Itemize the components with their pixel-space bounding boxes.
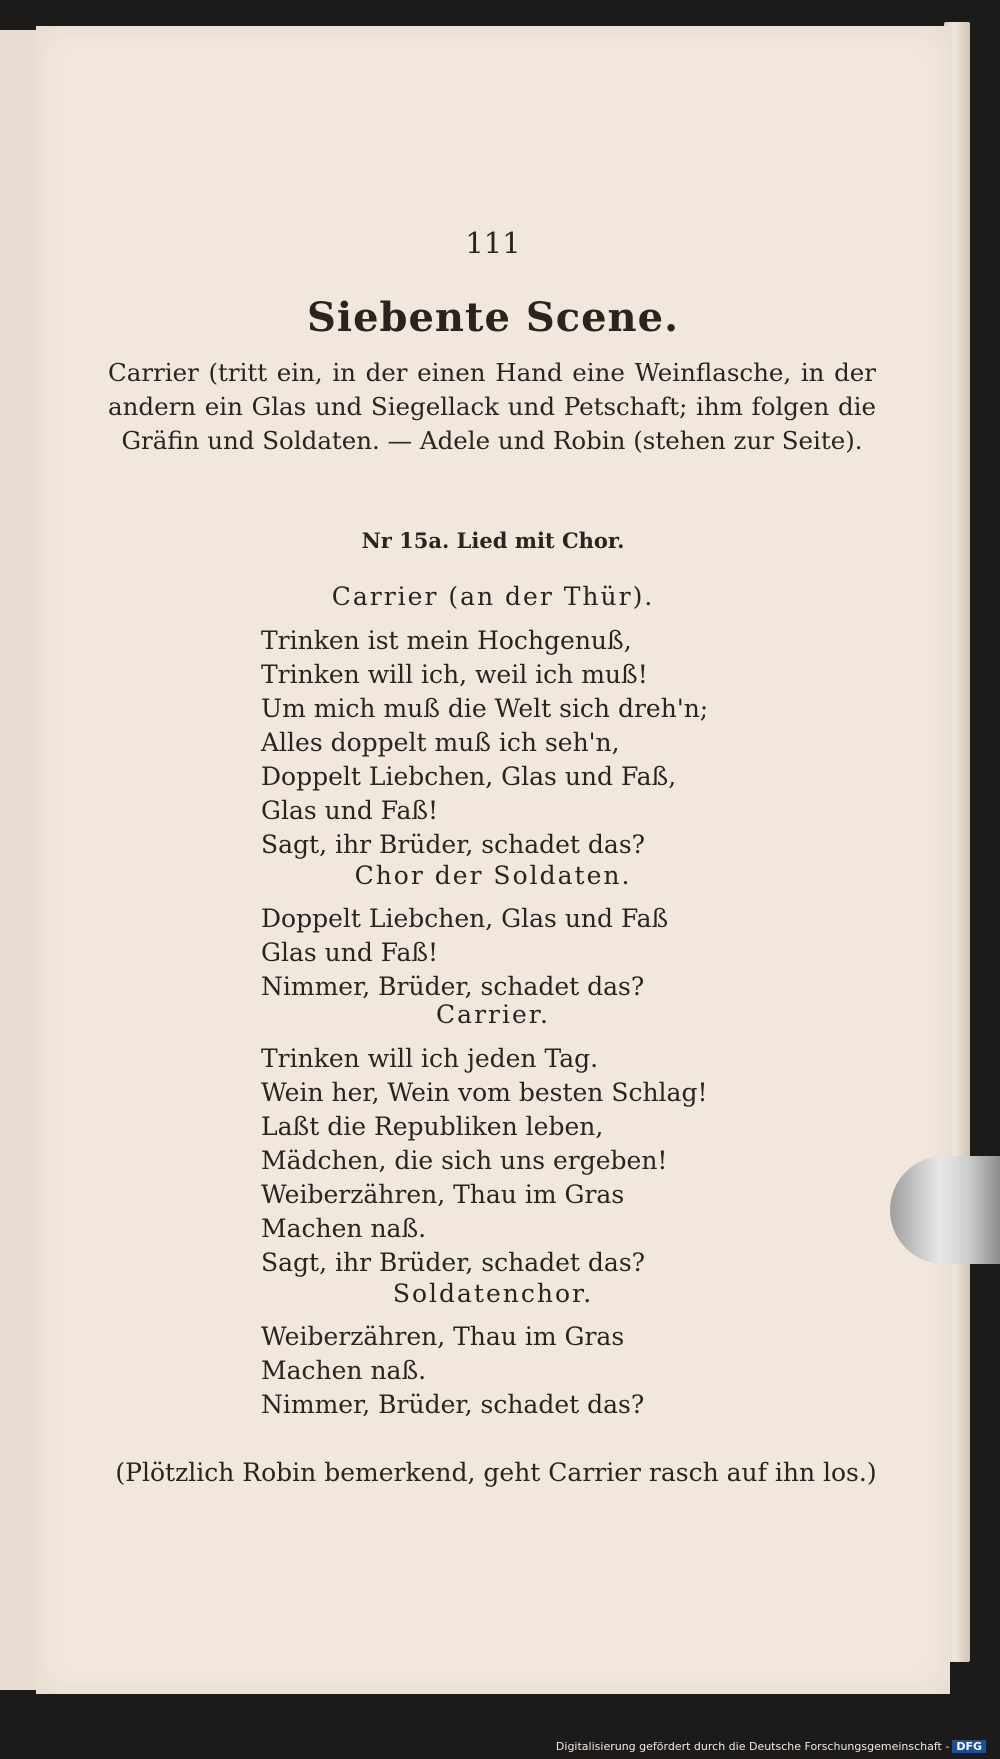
- verse-line: Glas und Faß!: [261, 796, 439, 825]
- verse-line: Machen naß.: [261, 1214, 427, 1243]
- page-number: 111: [465, 226, 521, 260]
- verse-line: Doppelt Liebchen, Glas und Faß,: [261, 762, 677, 791]
- verse-line: Weiberzähren, Thau im Gras: [261, 1180, 625, 1209]
- verse-line: Nimmer, Brüder, schadet das?: [261, 1390, 645, 1419]
- speaker-carrier: Carrier (an der Thür).: [331, 582, 655, 611]
- closing-stage-direction: (Plötzlich Robin bemerkend, geht Carrier rasch auf ihn los.): [115, 1458, 877, 1487]
- verse-line: Weiberzähren, Thau im Gras: [261, 1322, 625, 1351]
- digitization-credit: [556, 1740, 986, 1753]
- verse-line: Laßt die Republiken leben,: [261, 1112, 604, 1141]
- speaker-carrier-2: Carrier.: [436, 1000, 550, 1029]
- speaker-soldatenchor: Soldatenchor.: [392, 1279, 594, 1308]
- verse-line: Trinken ist mein Hochgenuß,: [261, 626, 632, 655]
- scene-title: Siebente Scene.: [306, 294, 680, 341]
- verse-block-carrier-2: [261, 1042, 861, 1280]
- verse-line: Trinken will ich, weil ich muß!: [261, 660, 648, 689]
- verse-line: Sagt, ihr Brüder, schadet das?: [261, 830, 646, 859]
- song-number-heading: Nr 15a. Lied mit Chor.: [361, 528, 625, 553]
- verse-line: Mädchen, die sich uns ergeben!: [261, 1146, 668, 1175]
- stage-direction: Carrier (tritt ein, in der einen Hand eine Weinflasche, in der andern ein Glas und Siegellack und Petschaft; ihm folgen die Gräfin und Soldaten. — Adele und Robin (stehen zur Seite).: [108, 358, 876, 455]
- credit-text: Digitalisierung gefördert durch die Deutsche Forschungsgemeinschaft -: [555, 1740, 950, 1753]
- verse-line: Nimmer, Brüder, schadet das?: [261, 972, 645, 1001]
- speaker-chor-der-soldaten: Chor der Soldaten.: [354, 861, 632, 890]
- page-clip: [890, 1156, 1000, 1264]
- verse-line: Alles doppelt muß ich seh'n,: [261, 728, 620, 757]
- verse-line: Sagt, ihr Brüder, schadet das?: [261, 1248, 646, 1277]
- verse-block-carrier: [261, 624, 861, 862]
- verse-line: Trinken will ich jeden Tag.: [261, 1044, 599, 1073]
- book-page: [36, 26, 950, 1694]
- verse-line: Glas und Faß!: [261, 938, 439, 967]
- verse-line: Wein her, Wein vom besten Schlag!: [261, 1078, 708, 1107]
- verse-block-soldatenchor: [261, 1320, 861, 1422]
- verse-line: Machen naß.: [261, 1356, 427, 1385]
- verse-line: Um mich muß die Welt sich dreh'n;: [261, 694, 709, 723]
- dfg-logo: DFG: [952, 1740, 986, 1753]
- verse-line: Doppelt Liebchen, Glas und Faß: [261, 904, 669, 933]
- verse-block-chor: [261, 902, 861, 1004]
